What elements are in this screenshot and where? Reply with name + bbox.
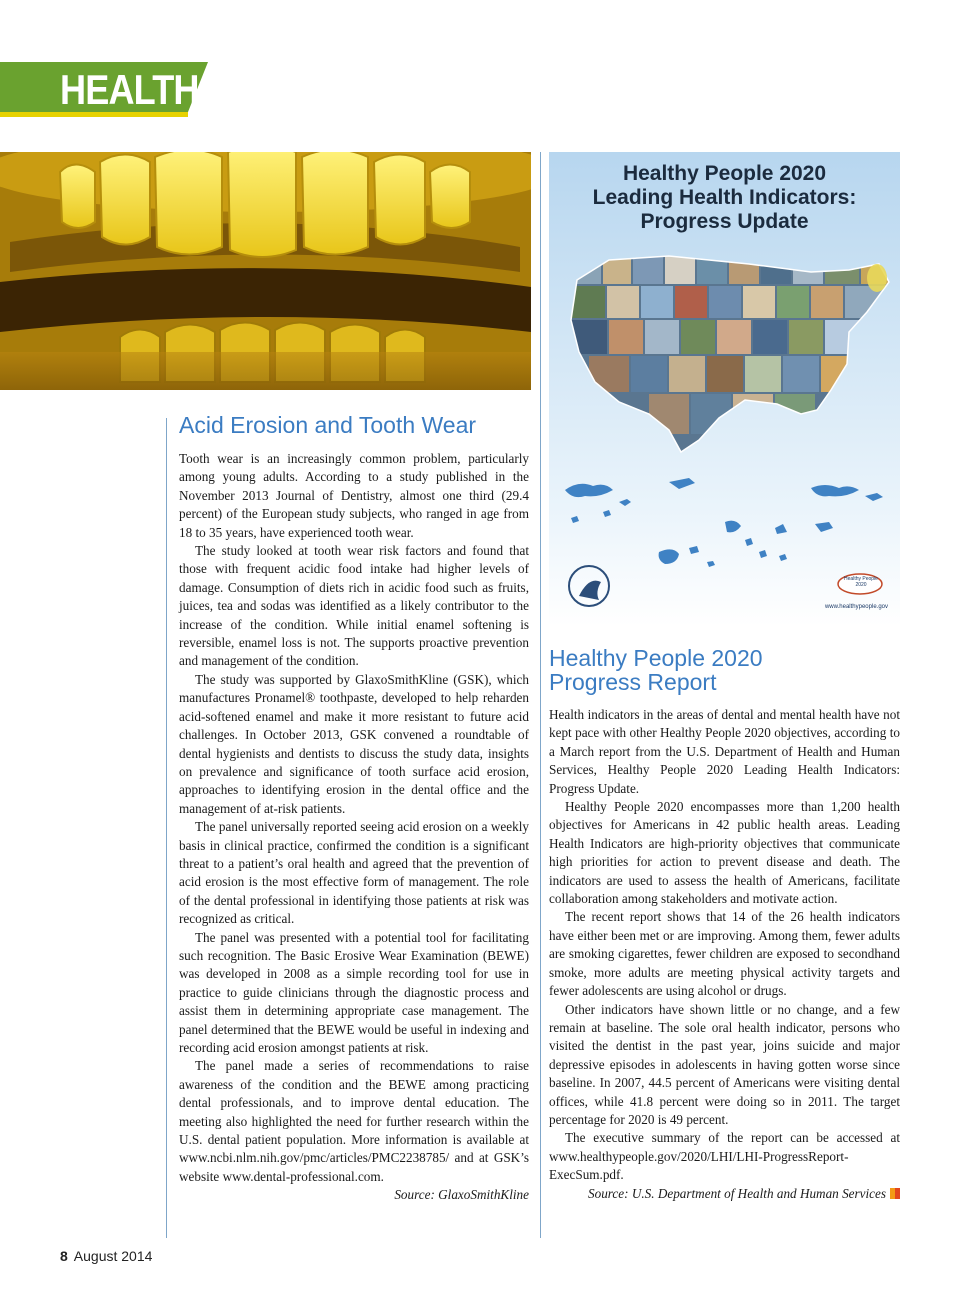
left-paragraph: The panel made a series of recommendations to raise awareness of the condition and the BEWE among practicing dental professionals, and to improve dental education. The meeting also highlighted the need for further research within the U.S. dental patient population. More information is available at www.ncbi.nlm.nih.gov/pmc/articles/PMC2238785/ and at GSK’s website www.dental-professional.com. xyxy=(179,1058,529,1184)
cover-title: Healthy People 2020 Leading Health Indicators: Progress Update xyxy=(592,162,857,233)
column-rule-middle xyxy=(540,152,541,1238)
right-paragraph: The recent report shows that 14 of the 26 health indicators have either been met or are improving. Among them, fewer adults are smoking cigarettes, fewer children are exposed to secondhand smoke, more adults are meeting physical activity targets and fewer adolescents are using alcohol or drugs. xyxy=(549,909,900,999)
right-paragraph: Health indicators in the areas of dental and mental health have not kept pace with other Healthy People 2020 objectives, according to a March report from the U.S. Department of Health and Human Services, Healthy People 2020 Leading Health Indicators: Progress Update. xyxy=(549,707,900,796)
right-article-body xyxy=(549,706,900,1203)
page-number: 8 xyxy=(60,1248,68,1264)
right-source: Source: U.S. Department of Health and Human Services xyxy=(549,1185,900,1203)
right-paragraph: Healthy People 2020 encompasses more than 1,200 health objectives for Americans in 42 public health areas. Leading Health Indicators are high-priority objectives that communicate high priorities for action to prevent disease and death. The indicators are used to assess the health of Americans, facilitate collaboration among stakeholders and motivate action. xyxy=(549,799,900,907)
left-paragraph: The study looked at tooth wear risk factors and found that those with frequent acidic food intake had higher levels of damage. Consumption of diets rich in acidic food such as fruits, juices, tea and sodas was identified as a likely contributor to the increase of the condition. While initial enamel softening is reversible, enamel loss is not. The supports proactive prevention and management of the condition. xyxy=(179,543,529,669)
left-paragraph: The panel was presented with a potential tool for facilitating such recognition. The Basic Erosive Wear Examination (BEWE) was developed in 2008 as a simple recording tool for use in practice to guide clinicians through the diagnostic process and assist them in determining appropriate case management. The panel determined that the BEWE would be useful in indexing and recording acid erosion amongst patients at risk. xyxy=(179,929,529,1055)
right-paragraph: Other indicators have shown little or no change, and a few remain at baseline. The sole oral health indicator, persons who visited the dentist in the past year, joins suicide and major depressive episodes in adolescents in having gotten worse since baseline. In 2007, 44.5 percent of Americans were visiting dental offices, while 41.8 percent were doing so in 2011. The target percentage for 2020 is 49 percent. xyxy=(549,1001,900,1127)
left-paragraph: The panel universally reported seeing acid erosion on a weekly basis in clinical practice, confirmed the condition is a significant threat to a patient’s oral health and agreed that the prevention of acid erosion is the most effective form of management. The role of the dental professional in identifying those patients at risk was recognized as critical. xyxy=(179,819,529,927)
left-article-title: Acid Erosion and Tooth Wear xyxy=(179,412,477,438)
cover-url: www.healthypeople.gov xyxy=(824,604,888,610)
teeth-photo xyxy=(0,152,531,390)
left-paragraph: Tooth wear is an increasingly common problem, particularly among young adults. According to a study published in the November 2013 Journal of Dentistry, almost one third (29.4 percent) of the European study subjects, who ranged in age from 18 to 35 years, have experienced tooth wear. xyxy=(179,451,529,540)
issue-date: August 2014 xyxy=(73,1248,153,1264)
left-source: Source: GlaxoSmithKline xyxy=(394,1187,529,1203)
right-paragraph: The executive summary of the report can be accessed at www.healthypeople.gov/2020/LHI/LHI-ProgressReport-ExecSum.pdf. xyxy=(549,1130,900,1183)
right-article-title: Healthy People 2020 Progress Report xyxy=(549,645,763,695)
left-article-body xyxy=(179,450,529,1205)
us-map-collage xyxy=(549,152,900,626)
section-label: HEALTH xyxy=(60,66,199,113)
column-rule-left xyxy=(166,418,167,1238)
page-footer xyxy=(60,1248,152,1264)
end-mark-icon xyxy=(890,1188,900,1199)
left-paragraph: The study was supported by GlaxoSmithKline (GSK), which manufactures Pronamel® toothpaste, developed to help reharden acid-softened enamel and make it more resistant to future acid challenges. In October 2013, GSK convened a roundtable of dental hygienists and dentists to discuss the study data, insights on prevalence and significance of tooth surface acid erosion, approaches to identifying erosion in the dental office and the management of at-risk patients. xyxy=(179,671,529,816)
cover-logo-text: Healthy People 2020 xyxy=(844,576,878,588)
report-cover-image xyxy=(549,152,900,626)
